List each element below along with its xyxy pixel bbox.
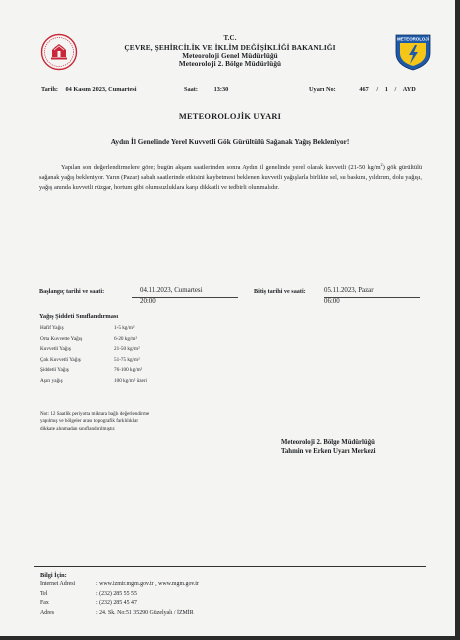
footer-row-tel [40,591,137,597]
classification-row-name: Aşırı yağış [40,377,63,384]
warning-no-label: Uyarı No: [309,86,336,93]
footer-row-address [40,610,194,616]
footer-key: Internet Adresi [40,581,76,587]
note-line-2: yapılmış ve bölgeler arası topografik farklılıklar [40,418,139,425]
classification-note [40,411,170,433]
classification-row-name: Kuvvetli Yağış [40,346,71,352]
warning-subtitle: Aydın İl Genelinde Yerel Kuvvetli Gök Gürültülü Sağanak Yağış Bekleniyor! [110,137,350,146]
start-divider [132,297,238,298]
footer-divider [34,566,426,567]
warning-body-part1: Yapılan son değerlendirmelere göre; bugün akşam saatlerinden sonra Aydın il genelinde yerel olarak kuvvetli (21-50 kg/m [61,164,381,172]
classification-row-range: 51-75 kg/m² [114,356,140,363]
signature-line-1: Meteoroloji 2. Bölge Müdürlüğü [281,439,375,446]
warning-body-part2: ) gök gürültülü sağanak yağış bekleniyor. Yarın (Pazar) sabah saatlerinde etkisini kaybetmesi beklenen kuvvetli yağışlarla birlikte sel, su baskını, yıldırım, dolu yağışı, yağış anında kuvvetli rüzgar, hortum gibi olumsuzluklara karşı dikkatli ve tedbirli olunmalıdır. [39,164,423,191]
start-date: 04.11.2023, Cumartesi [140,287,203,294]
footer-key: Tel [40,590,48,597]
end-label: Bitiş tarihi ve saati: [254,288,306,295]
footer-value: : 24. Sk. No:51 35290 Güzelyalı / İZMİR [96,609,194,616]
warning-no-value: 467 [359,86,369,93]
time-label: Saat: [184,86,198,93]
start-time: 20:00 [140,297,156,305]
footer-title: Bilgi İçin: [40,572,67,579]
header-directorate: Meteoroloji Genel Müdürlüğü [182,51,278,60]
warning-no-sep: / [376,86,379,93]
warning-no-part2: 1 [384,86,388,93]
logo-right-text: METEOROLOJİ [397,36,429,42]
classification-row-range: 100 kg/m² üzeri [114,377,147,384]
footer-key: Fax [40,600,49,606]
footer-key: Adres [40,609,55,616]
classification-row-range: 21-50 kg/m² [114,346,140,352]
header-line-1: T.C. [223,34,237,42]
footer-website-link[interactable]: : www.izmir.mgm.gov.tr , www.mgm.gov.tr [96,581,200,587]
meta-warning-no [309,86,416,93]
classification-row-name: Şiddetli Yağış [40,367,69,373]
footer-value: : (232) 285 45 47 [96,600,137,606]
end-time: 06:00 [324,297,340,305]
end-date: 05.11.2023, Pazar [324,287,374,294]
signature-block [281,438,376,456]
warning-body [39,160,422,192]
signature-line-2: Tahmin ve Erken Uyarı Merkezi [281,448,376,455]
footer-value: : (232) 285 55 55 [96,590,137,597]
classification-row-range: 6-20 kg/m² [114,335,138,342]
note-line-3: dikkate alınmadan sınıflandırılmıştır. [40,425,116,432]
classification-row-name: Çok Kuvvetli Yağış [40,356,81,363]
meta-date [41,86,137,93]
start-label: Başlangıç tarihi ve saati: [39,288,105,295]
footer-row-fax [40,600,137,606]
header-regional-office: Meteoroloji 2. Bölge Müdürlüğü [178,60,282,68]
footer-row-website [40,581,199,587]
warning-no-sep: / [394,86,397,93]
classification-row-name: Hafif Yağış [40,325,64,331]
note-line-1: Not: 12 Saatlik periyotta miktara bağlı değerlendirme [40,411,150,417]
classification-row-range: 76-100 kg/m² [114,367,143,373]
photo-edge-shadow [455,0,460,640]
date-label: Tarih: [41,86,58,93]
classification-row-name: Orta Kuvvette Yağış [40,335,83,342]
photo-edge-shadow [0,636,460,640]
meta-time [184,86,228,93]
time-value: 13:30 [213,86,229,93]
classification-title: Yağış Şiddeti Sınıflandırması [39,313,119,320]
classification-row-range: 1-5 kg/m² [114,325,135,331]
warning-title: METEOROLOJİK UYARI [178,112,282,121]
warning-no-part3: AYD [402,86,416,93]
header-ministry: ÇEVRE, ŞEHİRCİLİK VE İKLİM DEĞİŞİKLİĞİ BAKANLIĞI [124,43,336,52]
warning-body-sup: 2 [380,162,383,167]
end-divider [324,297,420,298]
date-value: 04 Kasım 2023, Cumartesi [65,86,137,93]
